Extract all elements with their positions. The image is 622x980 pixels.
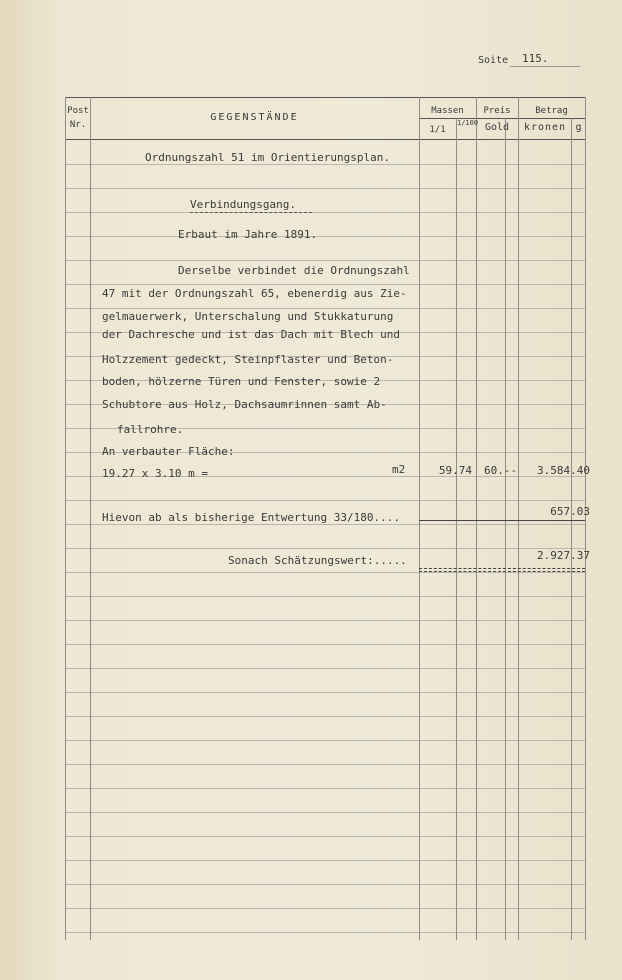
area-unit: m2 xyxy=(392,463,406,476)
result-double-rule-1 xyxy=(419,568,585,569)
header-preis: Preis xyxy=(483,106,511,116)
col-line-items xyxy=(419,97,420,940)
header-betrag-heller: g xyxy=(575,122,582,133)
deduction-amount: 657.03 xyxy=(550,505,590,518)
unit-price: 60.-- xyxy=(484,464,518,477)
header-mid-line xyxy=(419,118,585,119)
built-year: Erbaut im Jahre 1891. xyxy=(178,228,318,241)
header-massen-whole: 1/1 xyxy=(429,125,446,135)
header-betrag: Betrag xyxy=(535,106,568,116)
table-top-line xyxy=(65,97,585,98)
entry-title: Ordnungszahl 51 im Orientierungsplan. xyxy=(145,151,391,164)
page-number-underline xyxy=(510,66,580,67)
result-double-rule-2 xyxy=(419,571,585,572)
section-title: Verbindungsgang. xyxy=(190,198,296,211)
desc-line: Derselbe verbindet die Ordnungszahl xyxy=(178,264,410,277)
col-line-preis xyxy=(518,97,519,940)
header-bottom-line xyxy=(65,139,585,140)
page-label: Soite xyxy=(478,55,509,66)
col-line-massen-split xyxy=(456,118,457,940)
desc-line: 47 mit der Ordnungszahl 65, ebenerdig aus Zie- xyxy=(102,287,407,300)
desc-line: Schubtore aus Holz, Dachsaumrinnen samt Ab- xyxy=(102,398,387,411)
header-post-nr: Post Nr. xyxy=(67,106,89,130)
area-value: 59.74 xyxy=(438,464,472,477)
header-massen: Massen xyxy=(431,106,464,116)
header-betrag-kronen: kronen xyxy=(523,122,567,133)
col-line-preis-split xyxy=(505,118,506,940)
header-items: GEGENSTÄNDE xyxy=(210,112,299,123)
desc-line: Holzzement gedeckt, Steinpflaster und Beton- xyxy=(102,353,394,366)
header-massen-frac: 1/100 xyxy=(457,119,479,127)
deduction-text: Hievon ab als bisherige Entwertung 33/180.... xyxy=(102,511,401,524)
col-line-left xyxy=(65,97,66,940)
area-label: An verbauter Fläche: xyxy=(102,445,235,458)
desc-line: der Dachresche und ist das Dach mit Blech und xyxy=(102,328,401,341)
result-amount: 2.927.37 xyxy=(537,549,590,562)
col-line-massen xyxy=(476,97,477,940)
col-line-betrag-split xyxy=(571,118,572,940)
amount: 3.584.40 xyxy=(537,464,590,477)
page-number: 115. xyxy=(522,52,549,65)
result-text: Sonach Schätzungswert:..... xyxy=(228,554,407,567)
section-title-underline xyxy=(190,212,312,213)
desc-line: fallrohre. xyxy=(117,423,184,436)
area-calc: 19.27 x 3.10 m = xyxy=(102,467,208,480)
header-preis-gold: Gold xyxy=(484,122,510,133)
desc-line: gelmauerwerk, Unterschalung und Stukkaturung xyxy=(102,310,394,323)
deduction-rule xyxy=(419,520,585,521)
desc-line: boden, hölzerne Türen und Fenster, sowie 2 xyxy=(102,375,381,388)
col-line-post xyxy=(90,97,91,940)
